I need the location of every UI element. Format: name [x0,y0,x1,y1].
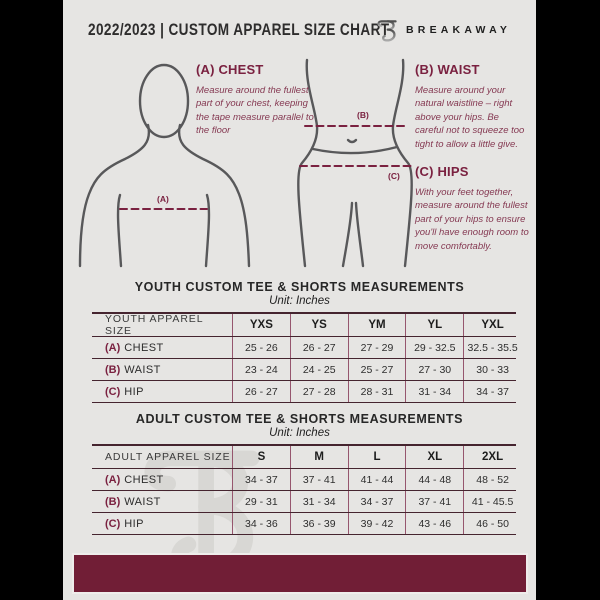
hips-instruction-heading: (C) HIPS [415,164,469,179]
row-prefix: (B) [105,495,121,508]
table-cell: 24 - 25 [290,359,348,380]
adult-size-table [92,444,516,535]
table-header-row [92,314,516,337]
table-cell: 27 - 29 [348,337,406,358]
table-row [92,491,516,513]
row-label [92,359,232,380]
row-name: CHEST [124,473,164,486]
column-header: YXS [232,314,290,336]
table-cell: 34 - 37 [232,469,290,490]
table-header-row [92,446,516,469]
table-cell: 29 - 31 [232,491,290,512]
breakaway-logo-icon [373,15,399,45]
youth-table-title: YOUTH CUSTOM TEE & SHORTS MEASUREMENTS [134,280,465,294]
row-label [92,491,232,512]
adult-table-unit: Unit: Inches [269,427,330,439]
column-header: YS [290,314,348,336]
waist-instruction [415,62,529,151]
table-cell: 37 - 41 [290,469,348,490]
size-chart-page [63,0,536,600]
table-cell: 26 - 27 [290,337,348,358]
table-row [92,469,516,491]
table-cell: 31 - 34 [405,381,463,402]
waist-instruction-heading: (B) WAIST [415,62,480,77]
hips-instruction [415,164,535,253]
figure-chest-label: (A) [157,194,169,204]
row-prefix: (C) [105,385,121,398]
row-label [92,469,232,490]
row-name: CHEST [124,341,164,354]
table-cell: 46 - 50 [463,513,521,534]
row-prefix: (B) [105,363,121,376]
column-header: M [290,446,348,468]
column-header: YOUTH APPAREL SIZE [105,313,204,337]
table-cell: 39 - 42 [348,513,406,534]
table-cell: 41 - 44 [348,469,406,490]
column-header: XL [405,446,463,468]
table-cell: 27 - 30 [405,359,463,380]
footer-accent-bar [72,553,528,594]
chest-instruction-heading: (A) CHEST [196,62,264,77]
table-cell: 48 - 52 [463,469,521,490]
row-name: WAIST [124,363,161,376]
table-cell: 44 - 48 [405,469,463,490]
row-prefix: (A) [105,341,121,354]
table-cell: 41 - 45.5 [463,491,521,512]
waist-instruction-body: Measure around your natural waistline – right above your hips. Be careful not to squeeze too tight to allow a little give. [415,85,525,150]
table-cell: 28 - 31 [348,381,406,402]
chest-instruction-body: Measure around the fullest part of your chest, keeping the tape measure parallel to the floor [196,85,314,137]
table-cell: 31 - 34 [290,491,348,512]
table-cell: 37 - 41 [405,491,463,512]
column-header: S [232,446,290,468]
youth-size-table [92,312,516,403]
table-cell: 27 - 28 [290,381,348,402]
figure-waist-label: (B) [357,110,369,120]
table-cell: 25 - 26 [232,337,290,358]
page-title: 2022/2023 | CUSTOM APPAREL SIZE CHART [88,20,390,39]
row-name: WAIST [124,495,161,508]
table-row [92,337,516,359]
table-cell: 25 - 27 [348,359,406,380]
table-cell: 34 - 37 [463,381,521,402]
column-header: ADULT APPAREL SIZE [105,451,231,463]
table-cell: 32.5 - 35.5 [463,337,521,358]
table-cell: 23 - 24 [232,359,290,380]
table-cell: 34 - 37 [348,491,406,512]
row-label [92,337,232,358]
figure-hips-label: (C) [388,171,400,181]
brand-lockup [373,13,511,46]
column-header: YXL [463,314,521,336]
row-prefix: (C) [105,517,121,530]
row-label [92,513,232,534]
row-name: HIP [124,517,144,530]
table-cell: 34 - 36 [232,513,290,534]
column-header: YM [348,314,406,336]
column-header: 2XL [463,446,521,468]
table-row [92,381,516,403]
table-cell: 36 - 39 [290,513,348,534]
chest-instruction [196,62,318,138]
table-cell: 29 - 32.5 [405,337,463,358]
column-header: YL [405,314,463,336]
table-cell: 26 - 27 [232,381,290,402]
adult-table-title: ADULT CUSTOM TEE & SHORTS MEASUREMENTS [135,412,464,426]
hips-instruction-body: With your feet together, measure around the fullest part of your hips to ensure you'll have enough room to move comfortably. [415,187,529,252]
brand-name: BREAKAWAY [406,23,512,36]
youth-table-unit: Unit: Inches [269,295,330,307]
table-cell: 30 - 33 [463,359,521,380]
column-header: L [348,446,406,468]
table-row [92,513,516,535]
table-cell: 43 - 46 [405,513,463,534]
row-name: HIP [124,385,144,398]
row-label [92,381,232,402]
row-prefix: (A) [105,473,121,486]
table-row [92,359,516,381]
